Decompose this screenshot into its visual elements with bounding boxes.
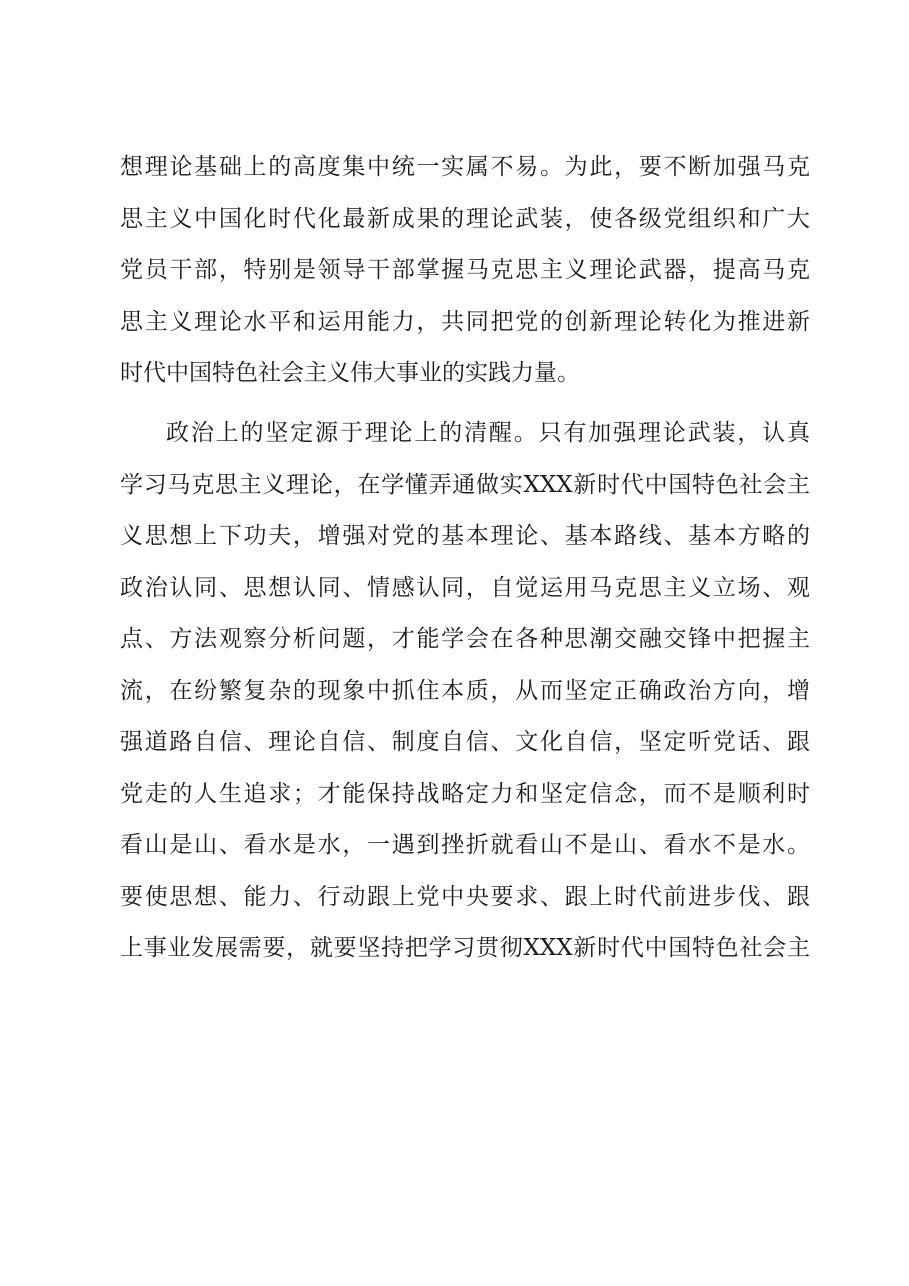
paragraph-line: 上事业发展需要，就要坚持把学习贯彻XXX新时代中国特色社会主 (120, 935, 810, 961)
paragraph-line: 学习马克思主义理论，在学懂弄通做实XXX新时代中国特色社会主 (120, 471, 810, 498)
paragraph-line: 流，在纷繁复杂的现象中抓住本质，从而坚定正确政治方向，增 (120, 677, 810, 704)
paragraph-line: 强道路自信、理论自信、制度自信、文化自信，坚定听党话、跟 (120, 729, 810, 755)
paragraph-line: 要使思想、能力、行动跟上党中央要求、跟上时代前进步伐、跟 (120, 883, 810, 910)
paragraph-line: 思主义理论水平和运用能力，共同把党的创新理论转化为推进新 (120, 308, 810, 335)
paragraph-1 (120, 142, 810, 400)
paragraph-line: 党员干部，特别是领导干部掌握马克思主义理论武器，提高马克 (120, 257, 810, 283)
paragraph-line: 思主义中国化时代化最新成果的理论武装，使各级党组织和广大 (120, 205, 810, 232)
paragraph-line: 想理论基础上的高度集中统一实属不易。为此，要不断加强马克 (120, 154, 810, 180)
paragraph-line: 义思想上下功夫，增强对党的基本理论、基本路线、基本方略的 (120, 523, 810, 549)
paragraph-line: 政治上的坚定源于理论上的清醒。只有加强理论武装，认真 (166, 420, 810, 446)
paragraph-2 (120, 408, 810, 975)
paragraph-line: 看山是山、看水是水，一遇到挫折就看山不是山、看水不是水。 (120, 832, 810, 858)
paragraph-line: 点、方法观察分析问题，才能学会在各种思潮交融交锋中把握主 (120, 626, 810, 652)
paragraph-line: 时代中国特色社会主义伟大事业的实践力量。 (120, 360, 580, 386)
paragraph-line: 政治认同、思想认同、情感认同，自觉运用马克思主义立场、观 (120, 574, 810, 601)
paragraph-line: 党走的人生追求；才能保持战略定力和坚定信念，而不是顺利时 (120, 780, 810, 807)
